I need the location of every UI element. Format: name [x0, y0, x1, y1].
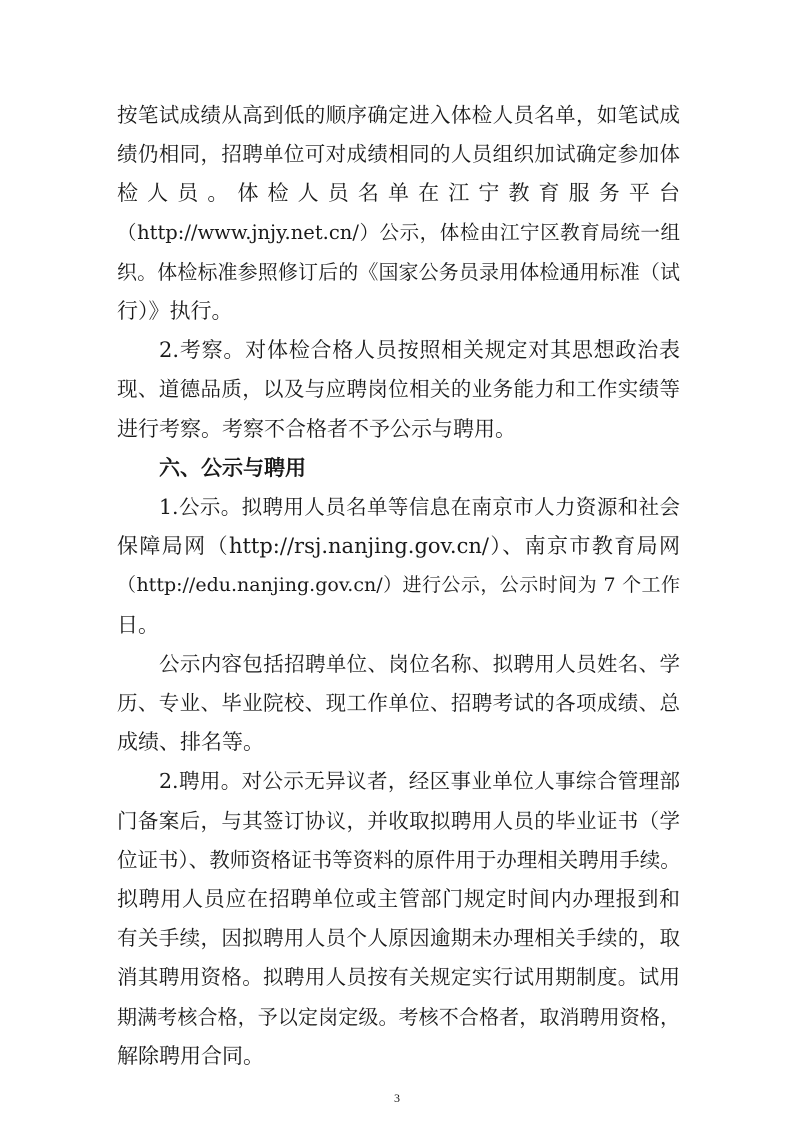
- body-line: （http://edu.nanjing.gov.cn/）进行公示，公示时间为 7 个工作: [117, 574, 680, 596]
- body-line: 按笔试成绩从高到低的顺序确定进入体检人员名单，如笔试成: [117, 103, 680, 127]
- section-heading: 六、公示与聘用: [159, 456, 306, 480]
- body-line: 行）》执行。: [117, 299, 233, 323]
- body-line: 成绩、排名等。: [117, 730, 264, 754]
- body-line: 门备案后，与其签订协议，并收取拟聘用人员的毕业证书（学: [117, 809, 680, 833]
- body-line: 日。: [117, 613, 159, 637]
- body-line: 解除聘用合同。: [117, 1044, 264, 1068]
- paragraph-start-line: 公示内容包括招聘单位、岗位名称、拟聘用人员姓名、学: [159, 652, 680, 676]
- body-line: 现、道德品质，以及与应聘岗位相关的业务能力和工作实绩等: [117, 377, 680, 401]
- body-line: 进行考察。考察不合格者不予公示与聘用。: [117, 417, 516, 441]
- body-line: 有关手续，因拟聘用人员个人原因逾期未办理相关手续的，取: [117, 926, 680, 950]
- body-line: 期满考核合格，予以定岗定级。考核不合格者，取消聘用资格，: [117, 1005, 680, 1029]
- body-line: 织。体检标准参照修订后的《国家公务员录用体检通用标准（试: [117, 260, 680, 284]
- body-line: 保障局网（http://rsj.nanjing.gov.cn/）、南京市教育局网: [117, 534, 680, 558]
- page-number: 3: [394, 1091, 400, 1105]
- body-line: 消其聘用资格。拟聘用人员按有关规定实行试用期制度。试用: [117, 965, 680, 989]
- paragraph-start-line: 2.聘用。对公示无异议者，经区事业单位人事综合管理部: [159, 769, 680, 793]
- body-line: 绩仍相同，招聘单位可对成绩相同的人员组织加试确定参加体: [117, 142, 680, 166]
- body-line: 拟聘用人员应在招聘单位或主管部门规定时间内办理报到和: [117, 887, 680, 911]
- body-line: （http://www.jnjy.net.cn/）公示，体检由江宁区教育局统一组: [117, 221, 680, 244]
- body-line: 检人员。体检人员名单在江宁教育服务平台: [117, 181, 680, 205]
- body-line: 历、专业、毕业院校、现工作单位、招聘考试的各项成绩、总: [117, 691, 680, 715]
- paragraph-start-line: 1.公示。拟聘用人员名单等信息在南京市人力资源和社会: [159, 495, 680, 519]
- paragraph-start-line: 2.考察。对体检合格人员按照相关规定对其思想政治表: [159, 338, 680, 362]
- body-line: 位证书）、教师资格证书等资料的原件用于办理相关聘用手续。: [117, 848, 681, 872]
